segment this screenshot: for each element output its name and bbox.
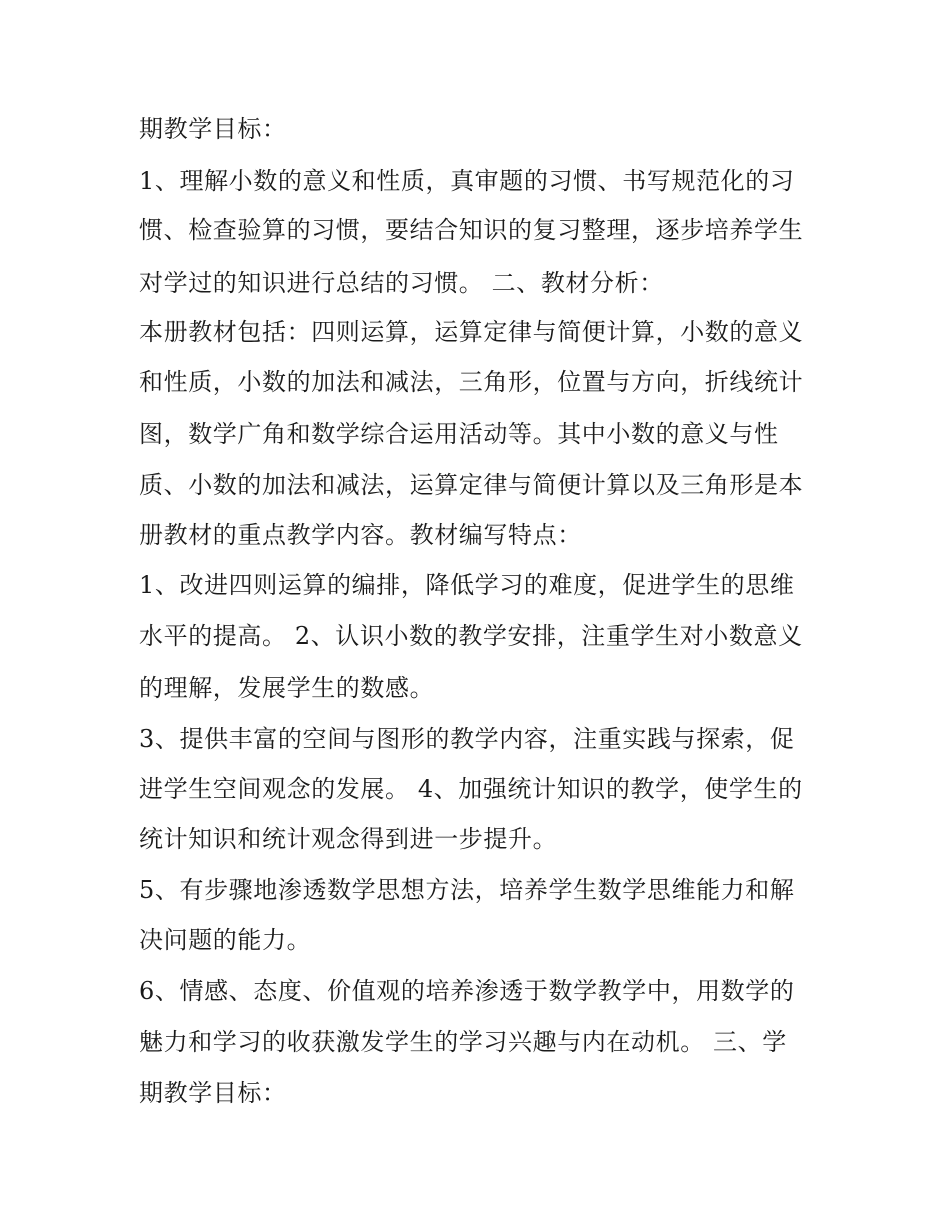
text-line: 对学过的知识进行总结的习惯。 二、教材分析： xyxy=(139,269,664,297)
text-line: 决问题的能力。 xyxy=(139,926,312,954)
text-line: 期教学目标： xyxy=(139,1079,287,1107)
text-line: 和性质，小数的加法和减法，三角形，位置与方向，折线统计 xyxy=(139,368,804,396)
text-line: 1、理解小数的意义和性质，真审题的习惯、书写规范化的习 xyxy=(139,167,795,195)
text-line: 册教材的重点教学内容。教材编写特点： xyxy=(139,521,582,549)
text-line: 图，数学广角和数学综合运用活动等。其中小数的意义与性 xyxy=(139,420,779,448)
text-line: 5、有步骤地渗透数学思想方法，培养学生数学思维能力和解 xyxy=(139,876,795,904)
text-line: 水平的提高。 2、认识小数的教学安排，注重学生对小数意义 xyxy=(139,622,803,650)
text-line: 质、小数的加法和减法，运算定律与简便计算以及三角形是本 xyxy=(139,471,804,499)
text-line: 惯、检查验算的习惯，要结合知识的复习整理，逐步培养学生 xyxy=(139,216,804,244)
text-line: 3、提供丰富的空间与图形的教学内容，注重实践与探索，促 xyxy=(139,725,795,753)
text-line: 本册教材包括：四则运算，运算定律与简便计算，小数的意义 xyxy=(139,318,804,346)
text-line: 魅力和学习的收获激发学生的学习兴趣与内在动机。 三、学 xyxy=(139,1028,787,1056)
text-line: 6、情感、态度、价值观的培养渗透于数学教学中，用数学的 xyxy=(139,977,795,1005)
text-line: 的理解，发展学生的数感。 xyxy=(139,674,435,702)
text-line: 进学生空间观念的发展。 4、加强统计知识的教学，使学生的 xyxy=(139,775,803,803)
text-line: 统计知识和统计观念得到进一步提升。 xyxy=(139,825,558,853)
text-line: 1、改进四则运算的编排，降低学习的难度，促进学生的思维 xyxy=(139,571,795,599)
text-line: 期教学目标： xyxy=(139,115,287,143)
